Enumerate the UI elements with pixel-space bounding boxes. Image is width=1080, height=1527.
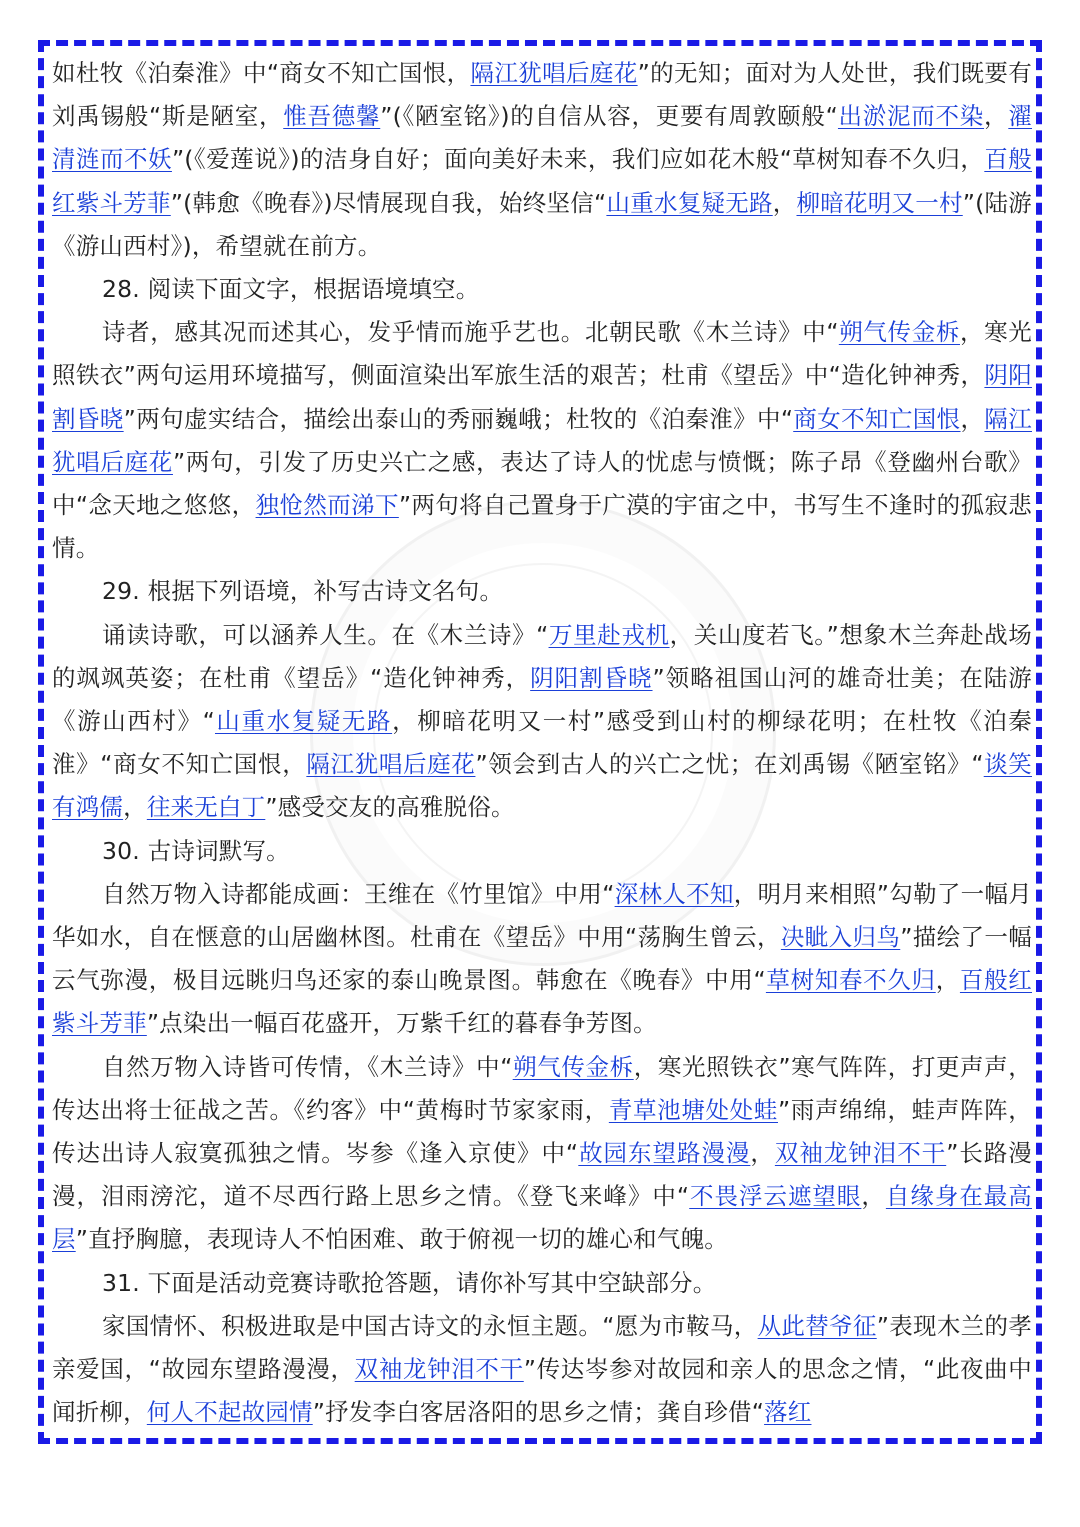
body-text: ”描绘了一幅云气弥漫，极目远眺归鸟还家的泰山晚景图。韩愈在《晚春》中用“: [52, 923, 1033, 995]
body-text: ，柳暗花明又一村”感受到山村的柳绿花明；在杜牧《泊秦淮》“商女不知亡国恨，: [52, 707, 1032, 779]
body-text: ，: [750, 1139, 775, 1168]
body-text: ，: [935, 966, 960, 995]
paragraph: [52, 268, 1032, 311]
body-text: ，寒光照铁衣”寒气阵阵，打更声声，传达出将士征战之苦。《约客》中“黄梅时节家家雨，: [52, 1052, 1033, 1124]
body-text: ”雨声绵绵，蛙声阵阵，传达出诗人寂寞孤独之情。岑参《逢入京使》中“: [52, 1095, 1033, 1168]
body-text: 家国情怀、积极进取是中国古诗文的永恒主题。“愿为市鞍马，: [102, 1311, 758, 1340]
answer-text: 何人不起故园情: [146, 1398, 313, 1427]
body-text: ”两句虚实结合，描绘出泰山的秀丽巍峨；杜牧的《泊秦淮》中“: [123, 404, 794, 433]
body-text: ”点染出一幅百花盛开，万紫千红的暮春争芳图。: [146, 1009, 657, 1038]
body-text: ”传达岑参对故园和亲人的思念之情，“此夜曲中闻折柳，: [52, 1355, 1033, 1427]
answer-text: 从此替爷征: [757, 1311, 877, 1340]
answer-text: 阴阳割昏晓: [52, 361, 1032, 433]
body-text: ”抒发李白客居洛阳的思乡之情；龚自珍借“: [312, 1398, 765, 1427]
body-text: 28. 阅读下面文字，根据语境填空。: [102, 275, 480, 304]
answer-text: 深林人不知: [614, 879, 734, 908]
paragraph: [52, 311, 1032, 570]
body-text: ”领略祖国山河的雄奇壮美；在陆游《游山西村》“: [52, 663, 1033, 736]
paragraph: [52, 1262, 1032, 1305]
answer-text: 故园东望路漫漫: [578, 1139, 751, 1168]
body-text: ”直抒胸臆，表现诗人不怕困难、敢于俯视一切的雄心和气魄。: [75, 1225, 728, 1254]
body-text: ”表现木兰的孝亲爱国，“故园东望路漫漫，: [52, 1311, 1033, 1384]
answer-text: 草树知春不久归: [765, 966, 936, 995]
body-text: 如杜牧《泊秦淮》中“商女不知亡国恨，: [52, 59, 471, 87]
answer-text: 自缘身在最高层: [52, 1182, 1032, 1254]
body-text: ，明月来相照”勾勒了一幅月华如水，自在惬意的山居幽林图。杜甫在《望岳》中用“荡胸生曾云，: [52, 879, 1032, 952]
answer-text: 独怆然而涕下: [255, 491, 399, 520]
answer-text: 青草池塘处处蛙: [608, 1095, 778, 1124]
body-text: 自然万物入诗皆可传情，《木兰诗》中“: [102, 1052, 513, 1081]
body-text: ”(韩愈《晚春》)尽情展现自我，始终坚信“: [170, 188, 607, 217]
body-text: ”长路漫漫，泪雨滂沱，道不尽西行路上思乡之情。《登飞来峰》中“: [52, 1139, 1032, 1211]
paragraph: [52, 52, 1032, 268]
answer-text: 商女不知亡国恨: [793, 404, 961, 433]
answer-text: 万里赴戎机: [548, 620, 670, 649]
answer-text: 朔气传金柝: [512, 1052, 634, 1081]
answer-text: 惟吾德馨: [283, 102, 381, 131]
answer-text: 双袖龙钟泪不干: [774, 1139, 947, 1168]
body-text: ，: [960, 404, 985, 433]
answer-text: 隔江犹唱后庭花: [306, 750, 476, 779]
paragraph: [52, 570, 1032, 613]
paragraph: [52, 614, 1032, 830]
answer-text: 不畏浮云遮望眼: [689, 1182, 862, 1211]
body-text: 29. 根据下列语境，补写古诗文名句。: [102, 577, 504, 606]
body-text: ，: [984, 102, 1009, 131]
body-text: ，: [123, 793, 147, 822]
body-text: 诵读诗歌，可以涵养人生。在《木兰诗》“: [102, 620, 549, 649]
paragraph: [52, 1305, 1032, 1435]
paragraph: [52, 873, 1032, 1046]
body-text: 诗者，感其况而述其心，发乎情而施乎艺也。北朝民歌《木兰诗》中“: [102, 318, 839, 347]
answer-text: 柳暗花明又一村: [796, 188, 963, 217]
body-text: ”(陆游《游山西村》)，希望就在前方。: [52, 188, 1032, 260]
answer-text: 山重水复疑无路: [214, 707, 393, 736]
answer-text: 阴阳割昏晓: [530, 663, 653, 692]
body-text: 30. 古诗词默写。: [102, 836, 290, 865]
body-text: ”(《陋室铭》)的自信从容，更要有周敦颐般“: [380, 102, 838, 131]
answer-text: 双袖龙钟泪不干: [354, 1355, 524, 1384]
body-text: ，关山度若飞。”想象木兰奔赴战场的飒飒英姿；在杜甫《望岳》“造化钟神秀，: [52, 620, 1033, 692]
body-text: ”感受交友的高雅脱俗。: [265, 793, 515, 822]
document-body: [52, 52, 1032, 1435]
answer-text: 谈笑有鸿儒: [52, 750, 1033, 822]
answer-text: 决眦入归鸟: [780, 923, 901, 952]
answer-text: 百般红紫斗芳菲: [52, 966, 1033, 1038]
answer-text: 出淤泥而不染: [837, 102, 985, 131]
body-text: ，: [861, 1182, 886, 1211]
body-text: ”两句将自己置身于广漠的宇宙之中，书写生不逢时的孤寂悲情。: [52, 491, 1032, 563]
body-text: ”两句，引发了历史兴亡之感，表达了诗人的忧虑与愤慨；陈子昂《登幽州台歌》中“念天地之悠悠，: [52, 447, 1032, 520]
paragraph: [52, 1046, 1032, 1262]
body-text: 自然万物入诗都能成画：王维在《竹里馆》中用“: [102, 879, 615, 908]
answer-text: 隔江犹唱后庭花: [470, 59, 638, 87]
answer-text: 朔气传金柝: [838, 318, 960, 347]
answer-text: 落红: [764, 1398, 812, 1427]
body-text: ”的无知；面对为人处世，我们既要有刘禹锡般“斯是陋室，: [52, 59, 1032, 131]
answer-text: 山重水复疑无路: [606, 188, 773, 217]
answer-text: 百般红紫斗芳菲: [52, 145, 1032, 217]
body-text: ，: [772, 188, 797, 217]
answer-text: 濯清涟而不妖: [52, 102, 1033, 174]
body-text: ”领会到古人的兴亡之忧；在刘禹锡《陋室铭》“: [475, 750, 984, 779]
body-text: ”(《爱莲说》)的洁身自好；面向美好未来，我们应如花木般“草树知春不久归，: [171, 145, 985, 174]
body-text: ，寒光照铁衣”两句运用环境描写，侧面渲染出军旅生活的艰苦；杜甫《望岳》中“造化钟神秀，: [52, 318, 1032, 390]
answer-text: 隔江犹唱后庭花: [52, 404, 1032, 476]
answer-text: 往来无白丁: [146, 793, 266, 822]
paragraph: [52, 830, 1032, 873]
body-text: 31. 下面是活动竞赛诗歌抢答题，请你补写其中空缺部分。: [102, 1268, 717, 1297]
